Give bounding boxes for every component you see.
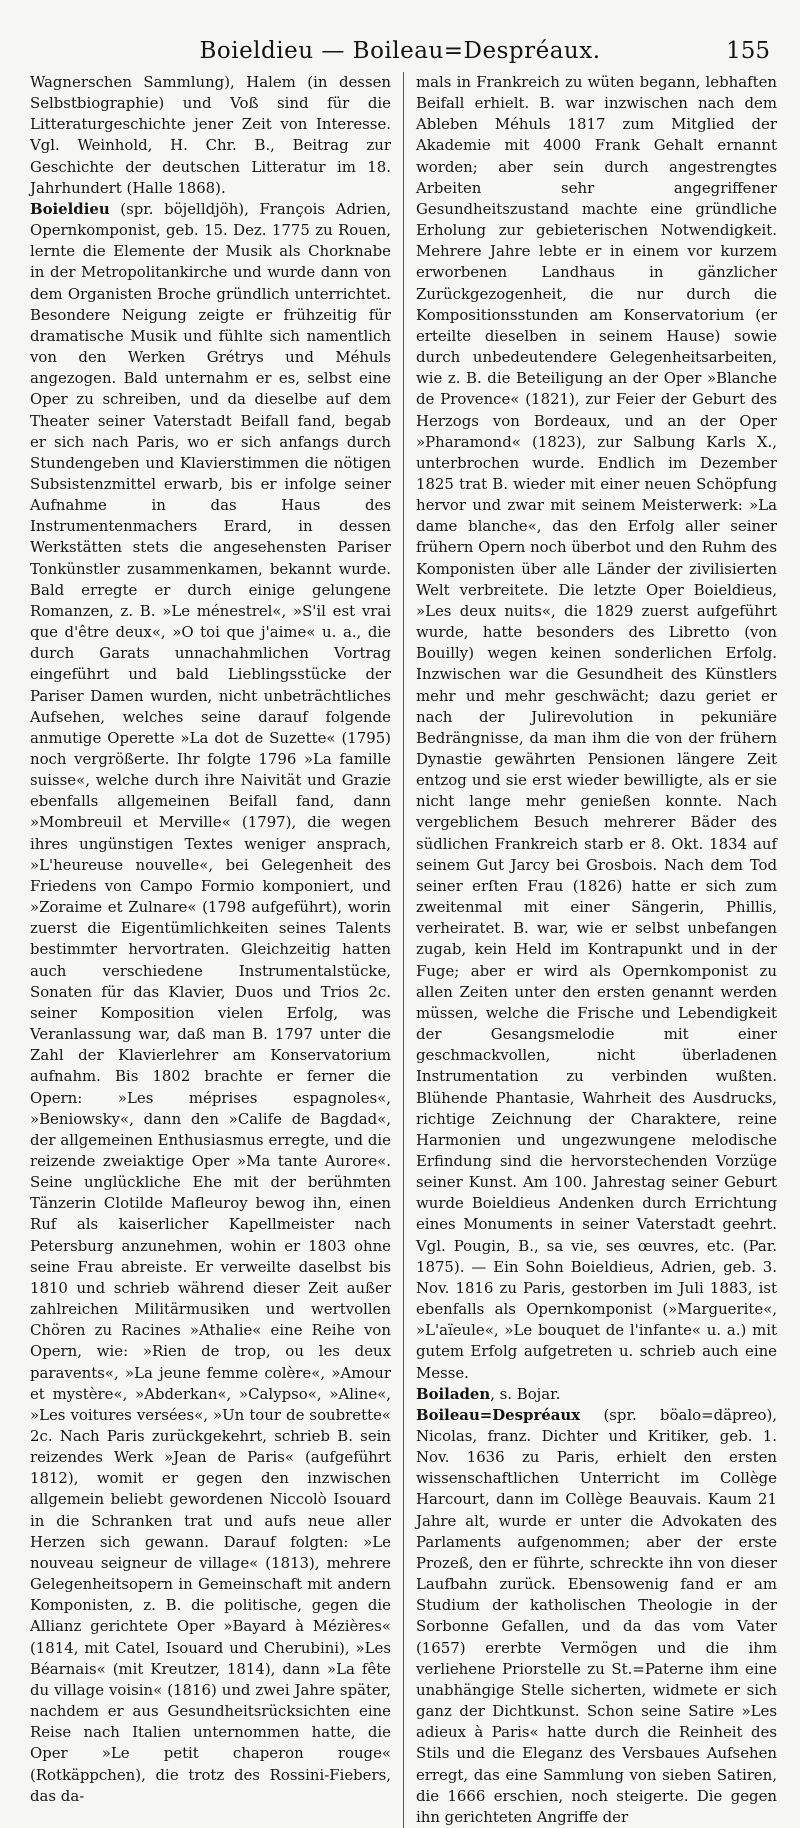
two-column-body: [30, 72, 777, 1826]
headword-boiladen: Boiladen: [416, 1384, 491, 1403]
entry-continuation-right: [416, 72, 777, 1384]
continuation-text-right: mals in Frankreich zu wüten begann, lebhaften Beifall erhielt. B. war inzwischen nach dem Ableben Méhuls 1817 zum Mitglied der Akademie mit 4000 Frank Gehalt ernannt worden; aber sein durch angestrengtes Arbeiten sehr angegriffener Gesundheitszustand machte eine gründliche Erholung zur gebieterischen Notwendigkeit. Mehrere Jahre lebte er in einem vor kurzem erworbenen Landhaus in gänzlicher Zurückgezogenheit, die nur durch die Kompositionsstunden am Konservatorium (er erteilte dieselben in seinem Hause) sowie durch unbedeutendere Gelegenheitsarbeiten, wie z. B. die Beteiligung an der Oper »Blanche de Provence« (1821), zur Feier der Geburt des Herzogs von Bordeaux, und an der Oper »Pharamond« (1823), zur Salbung Karls X., unterbrochen wurde. Endlich im Dezember 1825 trat B. wieder mit einer neuen Schöpfung hervor und zwar mit seinem Meisterwerk: »La dame blanche«, das den Erfolg aller seiner frühern Opern noch überbot und den Ruhm des Komponisten über alle Länder der zivilisierten Welt verbreitete. Die letzte Oper Boieldieus, »Les deux nuits«, die 1829 zuerst aufgeführt wurde, hatte besonders des Libretto (von Bouilly) wegen keinen sonderlichen Erfolg. Inzwischen war die Gesundheit des Künstlers mehr und mehr geschwächt; dazu geriet er nach der Julirevolution in pekuniäre Bedrängnisse, da man ihm die von der frühern Dynastie gewährten Pensionen längere Zeit entzog und sie erst wieder bewilligte, als er sie nicht lange mehr genießen konnte. Nach vergeblichem Besuch mehrerer Bäder des südlichen Frankreich starb er 8. Okt. 1834 auf seinem Gut Jarcy bei Grosbois. Nach dem Tod seiner erſten Frau (1826) hatte er sich zum zweitenmal mit einer Sängerin, Phillis, verheiratet. B. war, wie er selbst unbefangen zugab, kein Held im Kontrapunkt und in der Fuge; aber er wird als Opernkomponist zu allen Zeiten unter den ersten genannt werden müssen, welche die Frische und Lebendigkeit der Gesangsmelodie mit einer geschmackvollen, nicht überladenen Instrumentation zu verbinden wußten. Blühende Phantasie, Wahrheit des Ausdrucks, richtige Zeichnung der Charaktere, reine Harmonien und ungezwungene melodische Erfindung sind die hervorstechenden Vorzüge seiner Kunst. Am 100. Jahrestag seiner Geburt wurde Boieldieus Andenken durch Errichtung eines Monuments in seiner Vaterstadt geehrt. Vgl. Pougin, B., sa vie, ses œuvres, etc. (Par. 1875). — Ein Sohn Boieldieus, Adrien, geb. 3. Nov. 1816 zu Paris, gestorben im Juli 1883, ist ebenfalls als Opernkomponist (»Marguerite«, »L'aïeule«, »Le bouquet de l'infante« u. a.) mit gutem Erfolg aufgetreten u. schrieb auch eine Messe.: [416, 73, 777, 1382]
entry-text-boiladen: , s. Bojar.: [490, 1384, 561, 1403]
entry-boiladen: [416, 1384, 777, 1405]
entry-text-boileau: (spr. böalo=däpreo), Nicolas, franz. Dichter und Kritiker, geb. 1. Nov. 1636 zu Paris, erhielt den ersten wissenschaftlichen Unterricht im Collège Harcourt, dann im Collège Beauvais. Kaum 21 Jahre alt, wurde er unter die Advokaten des Parlaments aufgenommen; aber der erste Prozeß, den er führte, schreckte ihn von dieser Laufbahn zurück. Ebensowenig fand er am Studium der katholischen Theologie in der Sorbonne Gefallen, und da das vom Vater (1657) ererbte Vermögen und die ihm verliehene Priorstelle zu St.=Paterne ihm eine unabhängige Stelle sicherten, widmete er sich ganz der Dichtkunst. Schon seine Satire »Les adieux à Paris« hatte durch die Reinheit des Stils und die Eleganz des Versbaues Aufsehen erregt, das eine Sammlung von sieben Satiren, die 1666 erschien, noch steigerte. Die gegen ihn gerichteten Angriffe der: [416, 1405, 777, 1826]
headword-boieldieu: Boieldieu: [30, 199, 110, 218]
running-head: Boieldieu — Boileau=Despréaux.: [199, 38, 601, 64]
entry-boieldieu: [30, 199, 391, 1807]
left-column: [30, 72, 391, 1828]
continuation-text: Wagnerschen Sammlung), Halem (in dessen Selbstbiographie) und Voß sind für die Litteraturgeschichte jener Zeit von Interesse. Vgl. Weinhold, H. Chr. B., Beitrag zur Geschichte der deutschen Litteratur im 18. Jahrhundert (Halle 1868).: [30, 73, 391, 197]
entry-boileau: [416, 1405, 777, 1828]
headword-boileau: Boileau=Despréaux: [416, 1405, 581, 1424]
right-column: [416, 72, 777, 1828]
page-number: 155: [726, 38, 770, 64]
column-divider: [403, 72, 404, 1828]
entry-continuation-left: [30, 72, 391, 199]
page-header: [30, 30, 770, 70]
entry-text-boieldieu: (spr. böjelldjöh), François Adrien, Opernkomponist, geb. 15. Dez. 1775 zu Rouen, lernte die Elemente der Musik als Chorknabe in der Metropolitankirche und wurde dann von dem Organisten Broche gründlich unterrichtet. Besondere Neigung zeigte er frühzeitig für dramatische Musik und fühlte sich namentlich von den Werken Grétrys und Méhuls angezogen. Bald unternahm er es, selbst eine Oper zu schreiben, und da dieselbe auf dem Theater seiner Vaterstadt Beifall fand, begab er sich nach Paris, wo er sich anfangs durch Stundengeben und Klavierstimmen die nötigen Subsistenzmittel erwarb, bis er infolge seiner Aufnahme in das Haus des Instrumentenmachers Erard, in dessen Werkstätten stets die angesehensten Pariser Tonkünstler zusammenkamen, bekannt wurde. Bald erregte er durch einige gelungene Romanzen, z. B. »Le ménestrel«, »S'il est vrai que d'être deux«, »O toi que j'aime« u. a., die durch Garats unnachahmlichen Vortrag eingeführt und bald Lieblingsstücke der Pariser Damen wurden, nicht unbeträchtliches Aufsehen, welches seine darauf folgende anmutige Operette »La dot de Suzette« (1795) noch vergrößerte. Ihr folgte 1796 »La famille suisse«, welche durch ihre Naivität und Grazie ebenfalls allgemeinen Beifall fand, dann »Mombreuil et Merville« (1797), die wegen ihres ungünstigen Textes weniger ansprach, »L'heureuse nouvelle«, bei Gelegenheit des Friedens von Campo Formio komponiert, und »Zoraime et Zulnare« (1798 aufgeführt), worin zuerst die Eigentümlichkeiten seines Talents bestimmter hervortraten. Gleichzeitig hatten auch verschiedene Instrumentalstücke, Sonaten für das Klavier, Duos und Trios 2c. seiner Komposition vielen Erfolg, was Veranlassung war, daß man B. 1797 unter die Zahl der Klavierlehrer am Konservatorium aufnahm. Bis 1802 brachte er ferner die Opern: »Les méprises espagnoles«, »Beniowsky«, dann den »Calife de Bagdad«, der allgemeinen Enthusiasmus erregte, und die reizende zweiaktige Oper »Ma tante Aurore«. Seine unglückliche Ehe mit der berühmten Tänzerin Clotilde Mafleuroy bewog ihn, einen Ruf als kaiserlicher Kapellmeister nach Petersburg anzunehmen, wohin er 1803 ohne seine Frau abreiste. Er verweilte daselbst bis 1810 und schrieb während dieser Zeit außer zahlreichen Militärmusiken und wertvollen Chören zu Racines »Athalie« eine Reihe von Opern, wie: »Rien de trop, ou les deux paravents«, »La jeune femme colère«, »Amour et mystère«, »Abderkan«, »Calypso«, »Aline«, »Les voitures versées«, »Un tour de soubrette« 2c. Nach Paris zurückgekehrt, schrieb B. sein reizendes Werk »Jean de Paris« (aufgeführt 1812), womit er gegen den inzwischen allgemein beliebt gewordenen Niccolò Isouard in die Schranken trat und aufs neue aller Herzen sich gewann. Darauf folgten: »Le nouveau seigneur de village« (1813), mehrere Gelegenheitsopern in Gemeinschaft mit andern Komponisten, z. B. die politische, gegen die Allianz gerichtete Oper »Bayard à Mézières« (1814, mit Catel, Isouard und Cherubini), »Les Béarnais« (mit Kreutzer, 1814), dann »La fête du village voisin« (1816) und zwei Jahre später, nachdem er aus Gesundheitsrücksichten eine Reise nach Italien unternommen hatte, die Oper »Le petit chaperon rouge« (Rotkäppchen), die trotz des Rossini-Fiebers, das da-: [30, 199, 391, 1805]
